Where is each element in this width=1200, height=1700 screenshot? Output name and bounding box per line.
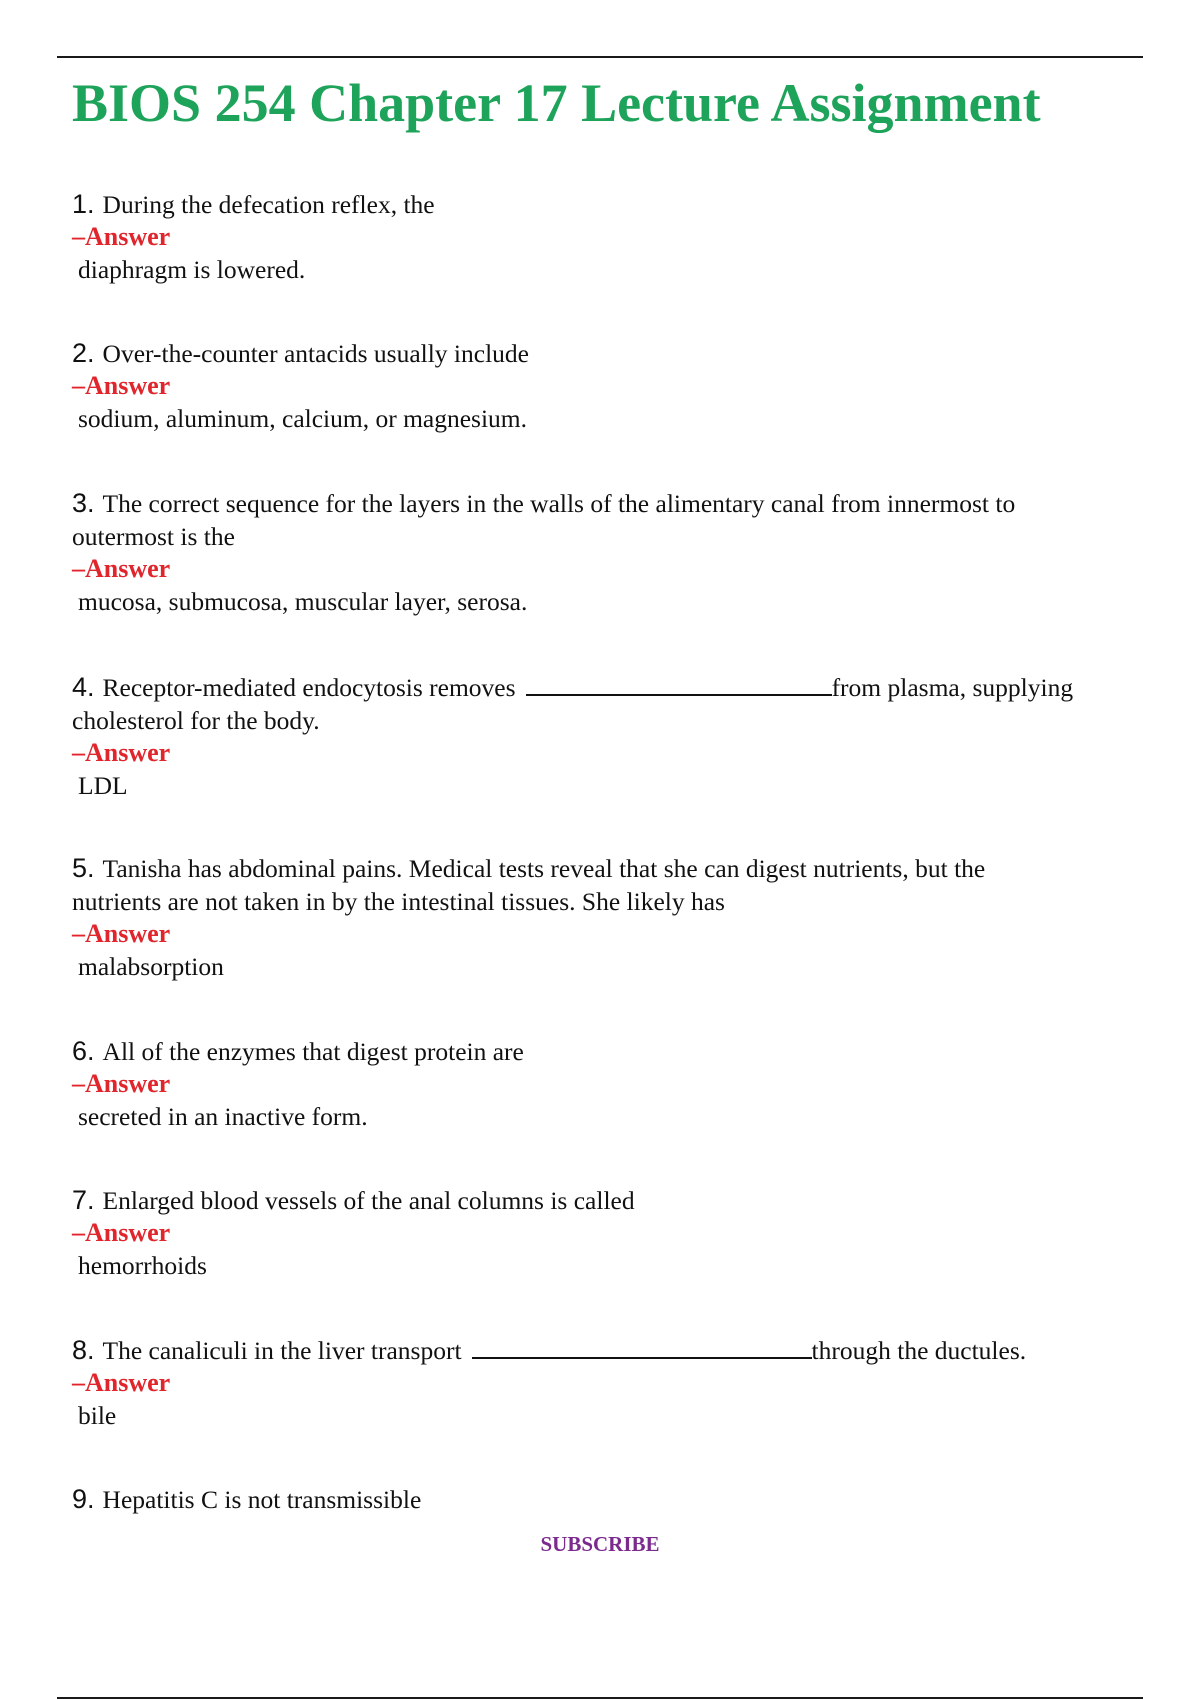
answer-label: –Answer (72, 222, 171, 251)
question-number: 8. (72, 1335, 95, 1365)
question-number: 9. (72, 1484, 95, 1514)
answer-label: –Answer (72, 1368, 171, 1397)
answer-label: –Answer (72, 1069, 171, 1098)
question-4 (72, 670, 1152, 802)
question-text: 9. Hepatitis C is not transmissible (72, 1484, 422, 1514)
question-text: 8. The canaliculi in the liver transport through the ductules. (72, 1335, 1027, 1365)
answer-text: mucosa, submucosa, muscular layer, serosa. (78, 587, 528, 616)
question-9 (72, 1483, 1152, 1516)
top-rule (57, 56, 1143, 58)
question-text-line-2: nutrients are not taken in by the intestinal tissues. She likely has (72, 887, 725, 916)
answer-text: sodium, aluminum, calcium, or magnesium. (78, 404, 528, 433)
fill-in-blank (526, 670, 832, 696)
answer-text: bile (78, 1401, 117, 1430)
bottom-rule (57, 1697, 1143, 1699)
question-7 (72, 1184, 1152, 1282)
question-number: 7. (72, 1185, 95, 1215)
answer-label: –Answer (72, 738, 171, 767)
answer-text: secreted in an inactive form. (78, 1102, 368, 1131)
question-number: 1. (72, 189, 95, 219)
question-text: 1. During the defecation reflex, the (72, 189, 435, 219)
question-number: 2. (72, 338, 95, 368)
question-number: 4. (72, 672, 95, 702)
question-1 (72, 188, 1152, 286)
question-text-line-2: outermost is the (72, 522, 235, 551)
question-8 (72, 1333, 1152, 1432)
question-5 (72, 852, 1152, 983)
question-3 (72, 487, 1152, 618)
question-number: 3. (72, 488, 95, 518)
question-text: 3. The correct sequence for the layers in the walls of the alimentary canal from innermost to (72, 488, 1016, 518)
answer-label: –Answer (72, 919, 171, 948)
question-text-line-2: cholesterol for the body. (72, 706, 320, 735)
answer-text: LDL (78, 771, 128, 800)
question-text: 6. All of the enzymes that digest protein are (72, 1036, 524, 1066)
answer-text: diaphragm is lowered. (78, 255, 306, 284)
answer-text: hemorrhoids (78, 1251, 207, 1280)
answer-label: –Answer (72, 554, 171, 583)
subscribe-area (0, 1532, 1200, 1557)
question-text: 7. Enlarged blood vessels of the anal columns is called (72, 1185, 635, 1215)
question-number: 6. (72, 1036, 95, 1066)
fill-in-blank (472, 1333, 812, 1359)
question-text: 2. Over-the-counter antacids usually include (72, 338, 529, 368)
question-2 (72, 337, 1152, 435)
question-number: 5. (72, 853, 95, 883)
question-text: 4. Receptor-mediated endocytosis removes from plasma, supplying (72, 672, 1074, 702)
answer-text: malabsorption (78, 952, 224, 981)
question-6 (72, 1035, 1152, 1133)
document-title: BIOS 254 Chapter 17 Lecture Assignment (72, 73, 1041, 133)
question-text: 5. Tanisha has abdominal pains. Medical tests reveal that she can digest nutrients, but the (72, 853, 986, 883)
answer-label: –Answer (72, 371, 171, 400)
subscribe-link[interactable]: SUBSCRIBE (540, 1532, 660, 1556)
answer-label: –Answer (72, 1218, 171, 1247)
